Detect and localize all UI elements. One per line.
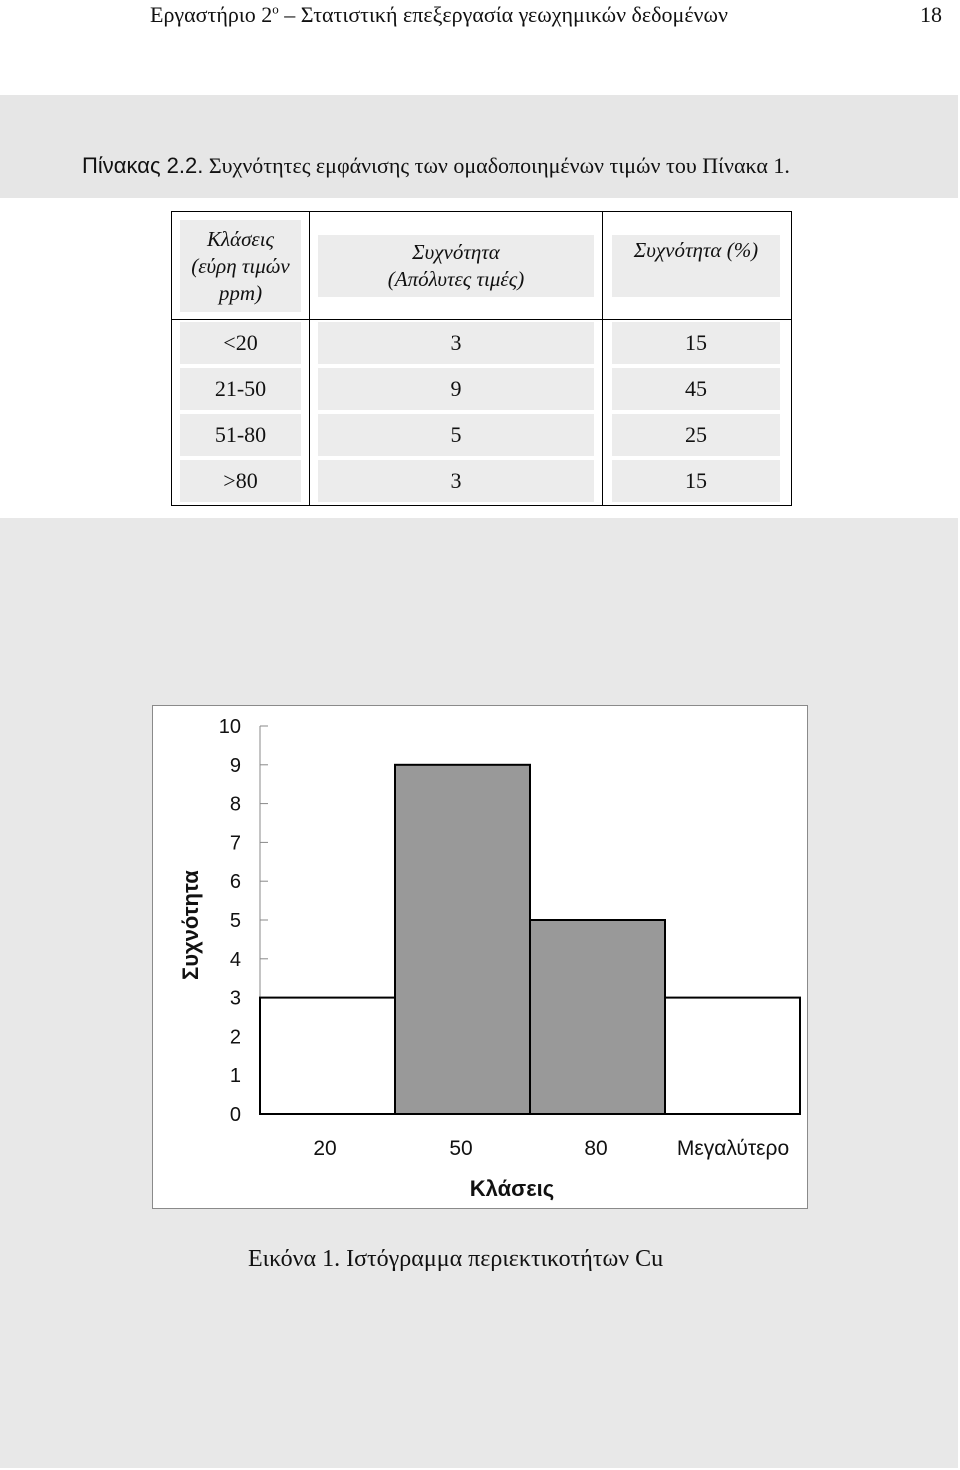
running-header: [150, 0, 950, 32]
y-tick-label: 0: [229, 1104, 241, 1126]
x-category-label: 50: [449, 1137, 473, 1160]
y-tick-label: 1: [229, 1065, 241, 1088]
histogram-chart: [152, 705, 808, 1209]
table-cell-pct: 15: [612, 460, 780, 502]
histogram-bar: [395, 765, 530, 1114]
y-tick-label: 7: [229, 832, 241, 855]
table-caption-band: [0, 95, 958, 198]
table-caption-text: Συχνότητες εμφάνισης των ομαδοποιημένων τιμών του Πίνακα 1.: [203, 153, 790, 178]
histogram-bar: [530, 920, 665, 1114]
y-tick-label: 5: [229, 910, 241, 932]
table-cell-abs: 3: [318, 322, 594, 364]
x-category-label: 20: [313, 1137, 337, 1160]
table-cell-abs: 9: [318, 368, 594, 410]
table-caption: [82, 153, 790, 179]
histogram-svg: [153, 706, 807, 1208]
table-column-divider: [309, 212, 310, 505]
x-category-label: Μεγαλύτερο: [676, 1137, 790, 1160]
table-cell-class: 21-50: [180, 368, 301, 410]
figure-caption: Εικόνα 1. Ιστόγραμμα περιεκτικοτήτων Cu: [248, 1246, 664, 1272]
table-header-classes: Κλάσεις (εύρη τιμών ppm): [180, 220, 301, 312]
document-title: Εργαστήριο $2^o$ – Στατιστική επεξεργασία γεωχημικών δεδομένων: [150, 1, 728, 27]
y-axis-title: Συχνότητα: [178, 870, 203, 980]
table-caption-label: Πίνακας 2.2.: [82, 153, 204, 178]
table-cell-abs: 3: [318, 460, 594, 502]
y-tick-label: 9: [229, 754, 241, 777]
table-header-percent: Συχνότητα (%): [612, 235, 780, 297]
table-cell-class: 51-80: [180, 414, 301, 456]
table-cell-pct: 15: [612, 322, 780, 364]
table-column-divider: [602, 212, 603, 505]
y-tick-label: 4: [229, 948, 241, 971]
y-tick-label: 2: [229, 1026, 241, 1049]
table-header-divider: [172, 319, 791, 320]
x-category-label: 80: [584, 1137, 608, 1160]
table-cell-pct: 25: [612, 414, 780, 456]
table-header-absolute: Συχνότητα (Απόλυτες τιμές): [318, 235, 594, 297]
y-tick-label: 6: [229, 871, 241, 894]
page-number: 18: [920, 2, 942, 27]
y-tick-label: 3: [229, 987, 241, 1010]
table-cell-class: >80: [180, 460, 301, 502]
histogram-bar: [665, 998, 800, 1114]
table-cell-pct: 45: [612, 368, 780, 410]
y-tick-label: 8: [229, 793, 241, 816]
x-axis-title: Κλάσεις: [469, 1176, 555, 1201]
histogram-bar: [260, 998, 395, 1114]
y-tick-label: 10: [218, 716, 241, 738]
frequency-table: [171, 211, 792, 506]
table-cell-class: <20: [180, 322, 301, 364]
table-cell-abs: 5: [318, 414, 594, 456]
